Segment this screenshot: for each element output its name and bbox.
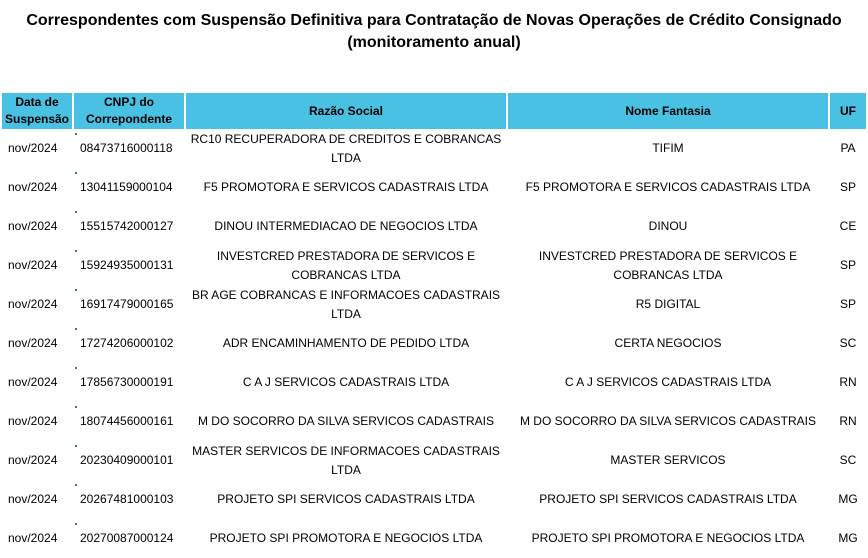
suspension-table bbox=[0, 93, 868, 558]
cell-razao-social: C A J SERVICOS CADASTRAIS LTDA bbox=[242, 375, 450, 389]
cell-razao-social: PROJETO SPI PROMOTORA E NEGOCIOS LTDA bbox=[209, 531, 483, 545]
cell-nome-fantasia: CERTA NEGOCIOS bbox=[614, 336, 722, 350]
cell-razao-social: M DO SOCORRO DA SILVA SERVICOS CADASTRAIS bbox=[197, 414, 495, 428]
header-cnpj: CNPJ do Correpondente bbox=[74, 93, 184, 129]
cell-date: nov/2024 bbox=[8, 336, 58, 350]
table-row bbox=[2, 246, 866, 285]
cell-cnpj: 17856730000191 bbox=[74, 363, 184, 402]
cell-nome-fantasia: M DO SOCORRO DA SILVA SERVICOS CADASTRAIS bbox=[519, 414, 817, 428]
table-row bbox=[2, 519, 866, 558]
cell-razao-social: ADR ENCAMINHAMENTO DE PEDIDO LTDA bbox=[222, 336, 470, 350]
title-line-2: (monitoramento anual) bbox=[347, 34, 521, 51]
title-line-1: Correspondentes com Suspensão Definitiva para Contratação de Novas Operações de Crédito Consignado bbox=[26, 12, 842, 29]
cell-uf: SC bbox=[839, 336, 857, 350]
cell-date: nov/2024 bbox=[8, 297, 58, 311]
cell-cnpj: 15515742000127 bbox=[74, 207, 184, 246]
header-uf: UF bbox=[830, 93, 866, 129]
cell-razao-social: BR AGE COBRANCAS E INFORMACOES CADASTRAIS LTDA bbox=[191, 287, 501, 321]
cell-uf: SP bbox=[839, 258, 856, 272]
cell-date: nov/2024 bbox=[8, 375, 58, 389]
cell-uf: SC bbox=[839, 453, 857, 467]
cell-nome-fantasia: PROJETO SPI PROMOTORA E NEGOCIOS LTDA bbox=[531, 531, 805, 545]
cell-uf: RN bbox=[839, 414, 857, 428]
cell-nome-fantasia: DINOU bbox=[648, 219, 688, 233]
header-razao-social: Razão Social bbox=[186, 93, 506, 129]
header-row bbox=[2, 93, 866, 129]
table-row bbox=[2, 441, 866, 480]
cell-uf: MG bbox=[838, 492, 858, 506]
cell-nome-fantasia: C A J SERVICOS CADASTRAIS LTDA bbox=[564, 375, 772, 389]
cell-nome-fantasia: TIFIM bbox=[652, 141, 684, 155]
cell-nome-fantasia: F5 PROMOTORA E SERVICOS CADASTRAIS LTDA bbox=[525, 180, 811, 194]
cell-cnpj: 18074456000161 bbox=[74, 402, 184, 441]
table-row bbox=[2, 480, 866, 519]
cell-date: nov/2024 bbox=[8, 531, 58, 545]
cell-nome-fantasia: PROJETO SPI SERVICOS CADASTRAIS LTDA bbox=[539, 492, 797, 506]
cell-cnpj: 20230409000101 bbox=[74, 441, 184, 480]
header-date: Data de Suspensão bbox=[2, 93, 72, 129]
cell-date: nov/2024 bbox=[8, 453, 58, 467]
cell-razao-social: F5 PROMOTORA E SERVICOS CADASTRAIS LTDA bbox=[203, 180, 489, 194]
header-nome-fantasia: Nome Fantasia bbox=[508, 93, 828, 129]
cell-uf: MG bbox=[838, 531, 858, 545]
cell-nome-fantasia: R5 DIGITAL bbox=[635, 297, 701, 311]
table-row bbox=[2, 168, 866, 207]
table-row bbox=[2, 129, 866, 168]
cell-cnpj: 15924935000131 bbox=[74, 246, 184, 285]
cell-uf: RN bbox=[839, 375, 857, 389]
table-row bbox=[2, 285, 866, 324]
cell-nome-fantasia: INVESTCRED PRESTADORA DE SERVICOS E COBRANCAS LTDA bbox=[538, 248, 798, 282]
cell-cnpj: 16917479000165 bbox=[74, 285, 184, 324]
cell-uf: CE bbox=[839, 219, 857, 233]
cell-date: nov/2024 bbox=[8, 258, 58, 272]
cell-date: nov/2024 bbox=[8, 180, 58, 194]
cell-cnpj: 13041159000104 bbox=[74, 168, 184, 207]
table-row bbox=[2, 207, 866, 246]
table-row bbox=[2, 363, 866, 402]
cell-uf: PA bbox=[840, 141, 856, 155]
cell-cnpj: 20267481000103 bbox=[74, 480, 184, 519]
cell-uf: SP bbox=[839, 180, 856, 194]
cell-date: nov/2024 bbox=[8, 414, 58, 428]
cell-date: nov/2024 bbox=[8, 141, 58, 155]
cell-razao-social: DINOU INTERMEDIACAO DE NEGOCIOS LTDA bbox=[214, 219, 478, 233]
cell-cnpj: 17274206000102 bbox=[74, 324, 184, 363]
table-row bbox=[2, 402, 866, 441]
cell-cnpj: 08473716000118 bbox=[74, 129, 184, 168]
cell-razao-social: MASTER SERVICOS DE INFORMACOES CADASTRAIS LTDA bbox=[192, 443, 500, 477]
cell-date: nov/2024 bbox=[8, 492, 58, 506]
page-title bbox=[0, 10, 868, 54]
cell-date: nov/2024 bbox=[8, 219, 58, 233]
cell-cnpj: 20270087000124 bbox=[74, 519, 184, 558]
cell-razao-social: RC10 RECUPERADORA DE CREDITOS E COBRANCAS LTDA bbox=[190, 131, 502, 165]
cell-nome-fantasia: MASTER SERVICOS bbox=[610, 453, 726, 467]
cell-razao-social: PROJETO SPI SERVICOS CADASTRAIS LTDA bbox=[217, 492, 475, 506]
table-row bbox=[2, 324, 866, 363]
cell-uf: SP bbox=[839, 297, 856, 311]
cell-razao-social: INVESTCRED PRESTADORA DE SERVICOS E COBRANCAS LTDA bbox=[216, 248, 476, 282]
